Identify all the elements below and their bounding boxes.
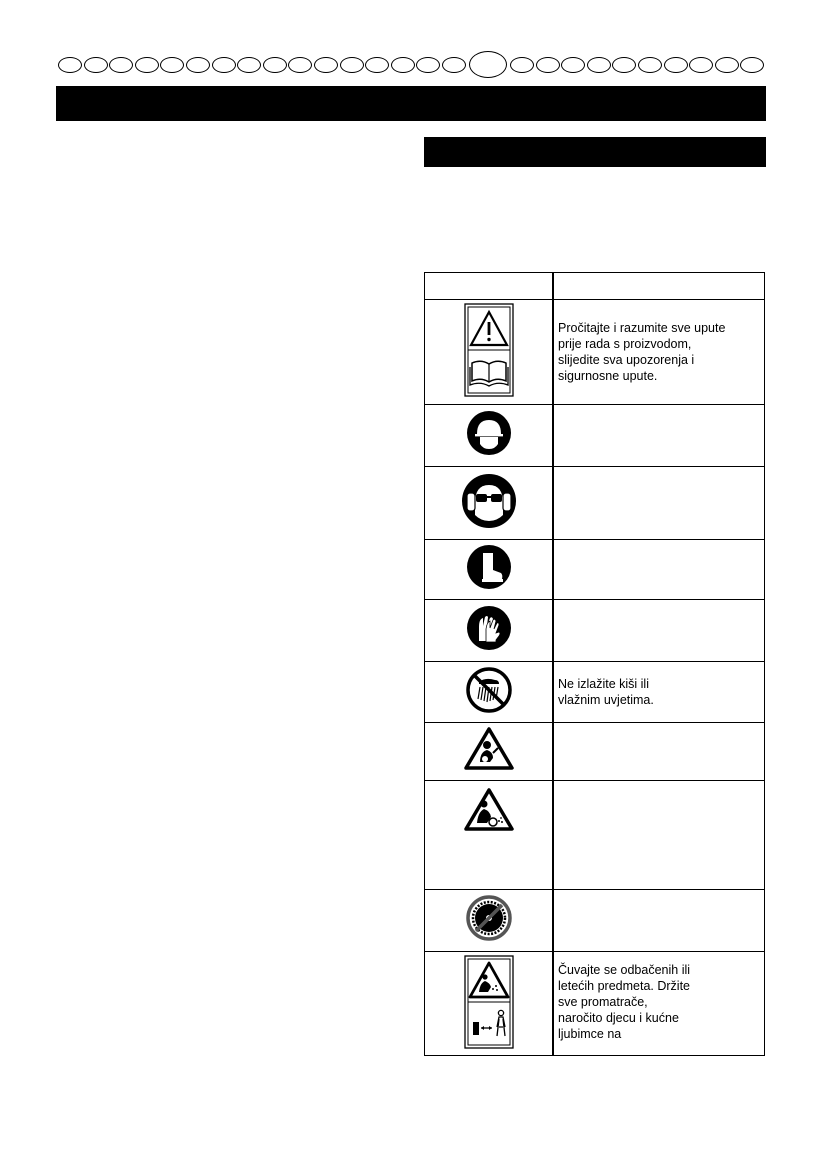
table-header-row xyxy=(425,273,764,299)
language-tab[interactable] xyxy=(536,57,560,73)
table-row xyxy=(425,889,764,951)
bystanders-distance-icon xyxy=(464,955,514,1054)
language-tab[interactable] xyxy=(109,57,133,73)
language-tab[interactable] xyxy=(212,57,236,73)
table-row xyxy=(425,539,764,599)
language-tab[interactable] xyxy=(442,57,466,73)
table-row xyxy=(425,599,764,661)
language-tab[interactable] xyxy=(664,57,688,73)
no-rain-icon xyxy=(465,666,513,719)
language-tabs xyxy=(58,51,766,81)
table-row xyxy=(425,780,764,889)
thrown-objects-icon xyxy=(463,787,515,838)
language-tab-active[interactable] xyxy=(469,51,507,78)
eye-ear-protection-icon xyxy=(461,473,517,534)
language-tab[interactable] xyxy=(561,57,585,73)
language-tab[interactable] xyxy=(715,57,739,73)
language-tab[interactable] xyxy=(612,57,636,73)
language-tab[interactable] xyxy=(58,57,82,73)
language-tab[interactable] xyxy=(587,57,611,73)
safety-boots-icon xyxy=(466,544,512,595)
language-tab[interactable] xyxy=(237,57,261,73)
language-tab[interactable] xyxy=(740,57,764,73)
hard-hat-icon xyxy=(465,409,513,462)
warning-manual-icon xyxy=(464,303,514,402)
section-header-bar xyxy=(424,137,766,167)
language-tab[interactable] xyxy=(135,57,159,73)
symbol-description: Čuvajte se odbačenih ili letećih predmeta. Držite sve promatrače, naročito djecu i kućne ljubimce na xyxy=(558,963,691,1041)
language-tab[interactable] xyxy=(186,57,210,73)
language-tab[interactable] xyxy=(638,57,662,73)
language-tab[interactable] xyxy=(416,57,440,73)
language-tab[interactable] xyxy=(391,57,415,73)
language-tab[interactable] xyxy=(84,57,108,73)
table-row xyxy=(425,466,764,539)
symbols-table xyxy=(424,272,765,1056)
language-tab[interactable] xyxy=(365,57,389,73)
no-saw-blade-icon xyxy=(465,894,513,947)
language-tab[interactable] xyxy=(263,57,287,73)
page-header-bar xyxy=(56,86,766,121)
language-tab[interactable] xyxy=(340,57,364,73)
language-tab[interactable] xyxy=(314,57,338,73)
language-tab[interactable] xyxy=(510,57,534,73)
table-row xyxy=(425,299,764,404)
symbol-description: Pročitajte i razumite sve upute prije rada s proizvodom, slijedite sva upozorenja i sigurnosne upute. xyxy=(558,321,726,383)
table-row xyxy=(425,951,764,1057)
symbol-description: Ne izlažite kiši ili vlažnim uvjetima. xyxy=(558,677,654,707)
table-row xyxy=(425,661,764,722)
table-row xyxy=(425,404,764,466)
language-tab[interactable] xyxy=(160,57,184,73)
gloves-icon xyxy=(466,605,512,656)
table-row xyxy=(425,722,764,780)
language-tab[interactable] xyxy=(689,57,713,73)
language-tab[interactable] xyxy=(288,57,312,73)
person-hazard-icon xyxy=(463,726,515,777)
